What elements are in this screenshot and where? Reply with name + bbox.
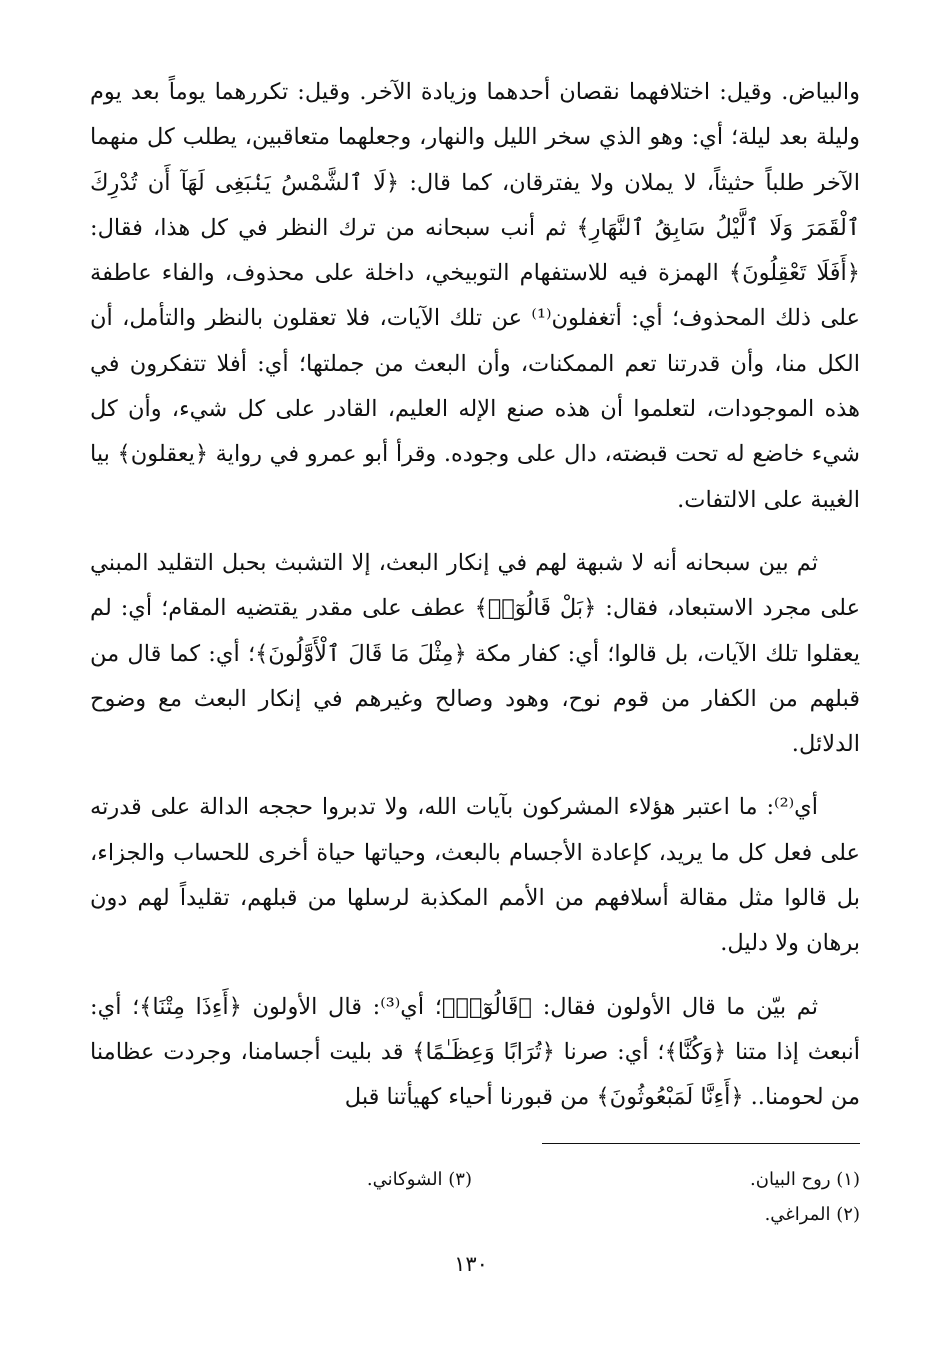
footnote-divider [542,1143,860,1144]
paragraph-3: أي⁽²⁾: ما اعتبر هؤلاء المشركون بآيات الله، ولا تدبروا حججه الدالة على قدرته على فعل كل ما يريد، كإعادة الأجسام بالبعث، وحياتها حياة أخرى للحساب والجزاء، بل قالوا مثل مقالة أسلافهم من الأمم المكذبة لرسلها من قبلهم، تقليداً لهم دون برهان ولا دليل. [90,794,860,957]
paragraph-4: ثم بيّن ما قال الأولون فقال: ﴿قَالُوٓا۟﴾؛ أي⁽³⁾: قال الأولون ﴿أَءِذَا مِتْنَا﴾؛ أي: أنبعث إذا متنا ﴿وَكُنَّا﴾؛ أي: صرنا ﴿تُرَابًا وَعِظَـٰمًا﴾ قد بليت أجسامنا، وجردت عظامنا من لحومنا.. ﴿أَءِنَّا لَمَبْعُوثُونَ﴾ من قبورنا أحياء كهيأتنا قبل [90,993,860,1111]
footnote-1: (١) روح البيان. [750,1169,860,1190]
paragraph-2: ثم بين سبحانه أنه لا شبهة لهم في إنكار البعث، إلا التشبث بحبل التقليد المبني على مجرد الاستبعاد، فقال: ﴿بَلْ قَالُوٓا۟﴾ عطف على مقدر يقتضيه المقام؛ أي: لم يعقلوا تلك الآيات، بل قالوا؛ أي: كفار مكة ﴿مِثْلَ مَا قَالَ ٱلْأَوَّلُونَ﴾؛ أي: كما قال من قبلهم من الكفار من قوم نوح، وهود وصالح وغيرهم في إنكار البعث مع وضوح الدلائل. [90,549,860,758]
paragraph-1: والبياض. وقيل: اختلافهما نقصان أحدهما وزيادة الآخر. وقيل: تكررهما يوماً بعد يوم وليلة بعد ليلة؛ أي: وهو الذي سخر الليل والنهار، وجعلهما متعاقبين، يطلب كل منهما الآخر طلباً حثيثاً، لا يملان ولا يفترقان، كما قال: ﴿لَا ٱلشَّمْسُ يَنۢبَغِى لَهَآ أَن تُدْرِكَ ٱلْقَمَرَ وَلَا ٱلَّيْلُ سَابِقُ ٱلنَّهَارِ﴾ ثم أنب سبحانه من ترك النظر في كل هذا، فقال: ﴿أَفَلَا تَعْقِلُونَ﴾ الهمزة فيه للاستفهام التوبيخي، داخلة على محذوف، والفاء عاطفة على ذلك المحذوف؛ أي: أتغفلون⁽¹⁾ عن تلك الآيات، فلا تعقلون بالنظر والتأمل، أن الكل منا، وأن قدرتنا تعم الممكنات، وأن البعث من جملتها؛ أي: أفلا تتفكرون في هذه الموجودات، لتعلموا أن هذه صنع الإله العليم، القادر على كل شيء، وأن كل شيء خاضع له تحت قبضته، دال على وجوده. وقرأ أبو عمرو في رواية ﴿يعقلون﴾ بيا الغيبة على الالتفات. [90,79,860,513]
footnote-3: (٣) الشوكاني. [366,1169,472,1190]
footnote-2: (٢) المراغي. [764,1204,860,1225]
page-number: ١٣٠ [454,1252,488,1276]
main-text [90,70,860,1121]
